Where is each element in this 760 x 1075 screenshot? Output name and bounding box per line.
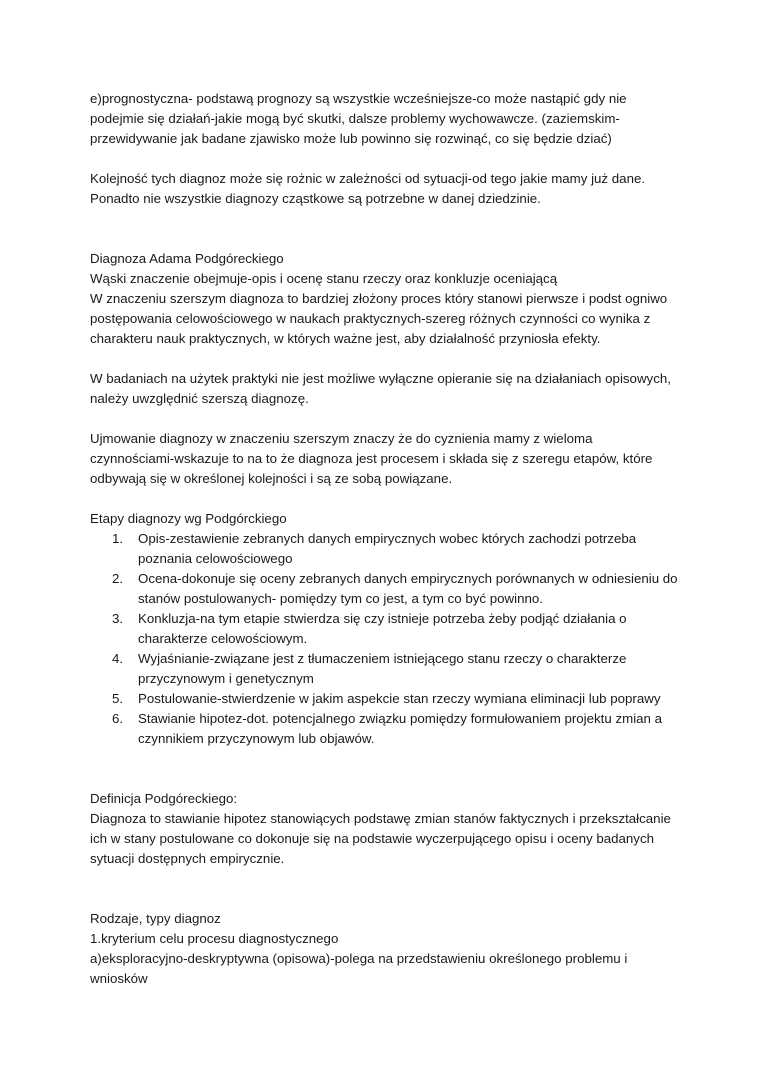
list-item [90,529,680,569]
paragraph-order: Kolejność tych diagnoz może się rożnic w zależności od sytuacji-od tego jakie mamy już dane. Ponadto nie wszystkie diagnozy cząstkowe są potrzebne w danej dziedzinie. [90,171,649,206]
list-item-number: 3. [112,611,124,626]
list-item-text: Opis-zestawienie zebranych danych empirycznych wobec których zachodzi potrzeba poznania celowościowego [138,531,637,566]
list-item-number: 5. [112,691,124,706]
list-item-text: Stawianie hipotez-dot. potencjalnego związku pomiędzy formułowaniem projektu zmian a czynnikiem przyczynowym lub objawów. [138,711,663,746]
list-item [90,649,680,689]
paragraph-broad-meaning: W znaczeniu szerszym diagnoza to bardziej złożony proces który stanowi pierwsze i podst ogniwo postępowania celowościowego w naukach praktycznych-szereg różnych czynności co wynika z charakteru nauk praktycznych, w których ważne jest, aby działalność przyniosła efekty. [90,291,671,346]
stages-list [90,529,680,749]
list-item-text: Ocena-dokonuje się oceny zebranych danych empirycznych porównanych w odniesieniu do stanów postulowanych- pomiędzy tym co jest, a tym co być powinno. [138,571,678,606]
list-item [90,569,680,609]
heading-definition: Definicja Podgóreckiego: [90,791,238,806]
list-item-text: Konkluzja-na tym etapie stwierdza się czy istnieje potrzeba żeby podjąć działania o charakterze celowościowym. [138,611,627,646]
list-item [90,689,680,709]
paragraph-broad-diagnosis: Ujmowanie diagnozy w znaczeniu szerszym znaczy że do cyznienia mamy z wieloma czynnościami-wskazuje to na to że diagnoza jest procesem i składa się z szeregu etapów, które odbywają się w określonej kolejności i są ze sobą powiązane. [90,431,657,486]
heading-stages: Etapy diagnozy wg Podgórckiego [90,511,287,526]
document-body [90,89,680,989]
paragraph-prognostic: e)prognostyczna- podstawą prognozy są wszystkie wcześniejsze-co może nastąpić gdy nie podejmie się działań-jakie mogą być skutki, dalsze problemy wychowawcze. (zaziemskim-przewidywanie jak badane zjawisko może lub powinno się rozwinąć, co się będzie dziać) [90,91,631,146]
paragraph-exploratory: a)eksploracyjno-deskryptywna (opisowa)-polega na przedstawieniu określonego problemu i wniosków [90,951,632,986]
list-item-number: 6. [112,711,124,726]
heading-types: Rodzaje, typy diagnoz [90,911,221,926]
list-item-text: Postulowanie-stwierdzenie w jakim aspekcie stan rzeczy wymiana eliminacji lub poprawy [138,691,661,706]
paragraph-narrow-meaning: Wąski znaczenie obejmuje-opis i ocenę stanu rzeczy oraz konkluzje oceniającą [90,271,558,286]
paragraph-practice: W badaniach na użytek praktyki nie jest możliwe wyłączne opieranie się na działaniach opisowych, należy uwzględnić szerszą diagnozę. [90,371,675,406]
list-item-number: 1. [112,531,124,546]
paragraph-criterion: 1.kryterium celu procesu diagnostycznego [90,931,339,946]
list-item [90,609,680,649]
list-item [90,709,680,749]
list-item-number: 2. [112,571,124,586]
heading-podgorecki: Diagnoza Adama Podgóreckiego [90,251,284,266]
list-item-number: 4. [112,651,124,666]
paragraph-definition: Diagnoza to stawianie hipotez stanowiących podstawę zmian stanów faktycznych i przekształcanie ich w stany postulowane co dokonuje się na podstawie wyczerpującego opisu i oceny badanych sytuacji dostępnych empirycznie. [90,811,675,866]
list-item-text: Wyjaśnianie-związane jest z tłumaczeniem istniejącego stanu rzeczy o charakterze przyczynowym i genetycznym [138,651,627,686]
